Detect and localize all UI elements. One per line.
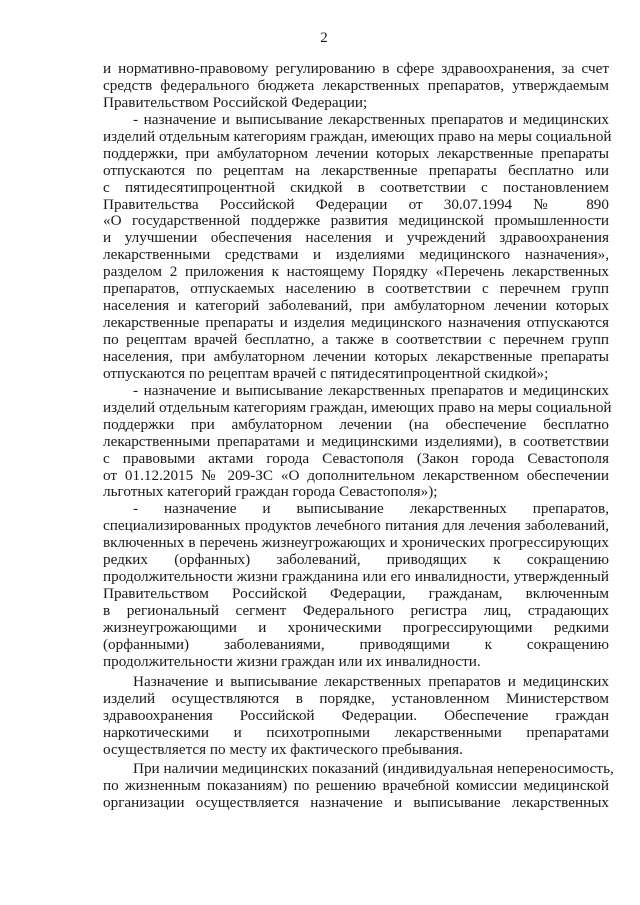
text-line: - назначение и выписывание лекарственных препаратов, — [133, 500, 609, 518]
text-line: населения и категорий заболеваний, при амбулаторном лечении которых — [103, 297, 609, 315]
text-line: здравоохранения Российской Федерации. Обеспечение граждан — [103, 706, 609, 724]
text-line: и нормативно-правовому регулированию в сфере здравоохранения, за счет — [103, 60, 609, 77]
text-line: Правительством Российской Федерации; — [103, 93, 368, 111]
paragraph — [103, 501, 609, 670]
paragraph — [103, 381, 612, 502]
text-line: наркотическими и психотропными лекарственными препаратами — [103, 723, 609, 741]
text-line: от 01.12.2015 № 209-ЗС «О дополнительном лекарственном обеспечении — [103, 466, 609, 484]
text-line: отпускаются по рецептам на лекарственные препараты бесплатно или — [103, 161, 609, 179]
text-line: лекарственные препараты и изделия медицинского назначения отпускаются — [103, 314, 609, 332]
text-line: лекарственными препаратами и медицинскими изделиями), в соответствии — [103, 432, 609, 450]
paragraph — [103, 760, 614, 812]
text-line: льготных категорий граждан города Севастополя»); — [103, 483, 438, 501]
text-line: средств федерального бюджета лекарственных препаратов, утверждаемым — [103, 76, 609, 94]
text-line: Правительством Российской Федерации, гражданам, включенным — [103, 585, 609, 603]
text-line: по жизненным показаниям) по решению врачебной комиссии медицинской — [103, 777, 609, 795]
text-line: жизнеугрожающими и хроническими прогрессирующими редкими — [103, 618, 609, 636]
text-line: изделий отдельным категориям граждан, имеющих право на меры социальной — [103, 127, 612, 145]
text-line: с пятидесятипроцентной скидкой в соответствии с постановлением — [103, 178, 609, 196]
text-line: осуществляется по месту их фактического пребывания. — [103, 740, 463, 758]
text-line: специализированных продуктов лечебного питания для лечения заболеваний, — [103, 517, 609, 535]
text-line: препаратов, отпускаемых населению в соответствии с перечнем групп — [103, 280, 609, 298]
text-line: организации осуществляется назначение и выписывание лекарственных — [103, 794, 609, 812]
text-line: продолжительности жизни граждан или их инвалидности. — [103, 652, 481, 670]
text-line: (орфанными) заболеваниями, приводящими к сокращению — [103, 635, 609, 653]
text-line: - назначение и выписывание лекарственных препаратов и медицинских — [133, 110, 609, 128]
text-line: Назначение и выписывание лекарственных препаратов и медицинских — [133, 672, 609, 690]
text-line: отпускаются по рецептам врачей с пятидесятипроцентной скидкой»; — [103, 364, 549, 382]
text-line: населения, при амбулаторном лечении которых лекарственные препараты — [103, 347, 609, 365]
text-line: «О государственной поддержке развития медицинской промышленности — [103, 212, 609, 230]
text-line: по рецептам врачей бесплатно, а также в соответствии с перечнем групп — [103, 331, 609, 348]
text-line: При наличии медицинских показаний (индивидуальная непереносимость, — [133, 760, 614, 778]
text-line: включенных в перечень жизнеугрожающих и хронических прогрессирующих — [103, 534, 609, 552]
text-line: поддержки при амбулаторном лечении (на обеспечение бесплатно — [103, 415, 609, 433]
paragraph — [103, 674, 609, 759]
text-line: изделий отдельным категориям граждан, имеющих право на меры социальной — [103, 398, 612, 416]
text-line: с правовыми актами города Севастополя (Закон города Севастополя — [103, 449, 609, 467]
paragraph — [103, 110, 612, 383]
text-line: поддержки, при амбулаторном лечении которых лекарственные препараты — [103, 144, 609, 162]
document-body — [103, 60, 614, 812]
text-line: продолжительности жизни гражданина или его инвалидности, утвержденный — [103, 568, 609, 586]
text-line: редких (орфанных) заболеваний, приводящих к сокращению — [103, 551, 609, 569]
text-line: изделий осуществляются в порядке, установленном Министерством — [103, 689, 609, 707]
text-line: разделом 2 приложения к настоящему Порядку «Перечень лекарственных — [103, 263, 609, 281]
page-number: 2 — [320, 30, 328, 46]
text-line: и улучшении обеспечения населения и учреждений здравоохранения — [103, 229, 609, 247]
text-line: - назначение и выписывание лекарственных препаратов и медицинских — [133, 381, 609, 399]
text-line: лекарственными средствами и изделиями медицинского назначения», — [103, 246, 609, 264]
paragraph — [103, 61, 609, 112]
text-line: в региональный сегмент Федерального регистра лиц, страдающих — [103, 602, 609, 619]
text-line: Правительства Российской Федерации от 30.07.1994 № 890 — [103, 195, 609, 213]
